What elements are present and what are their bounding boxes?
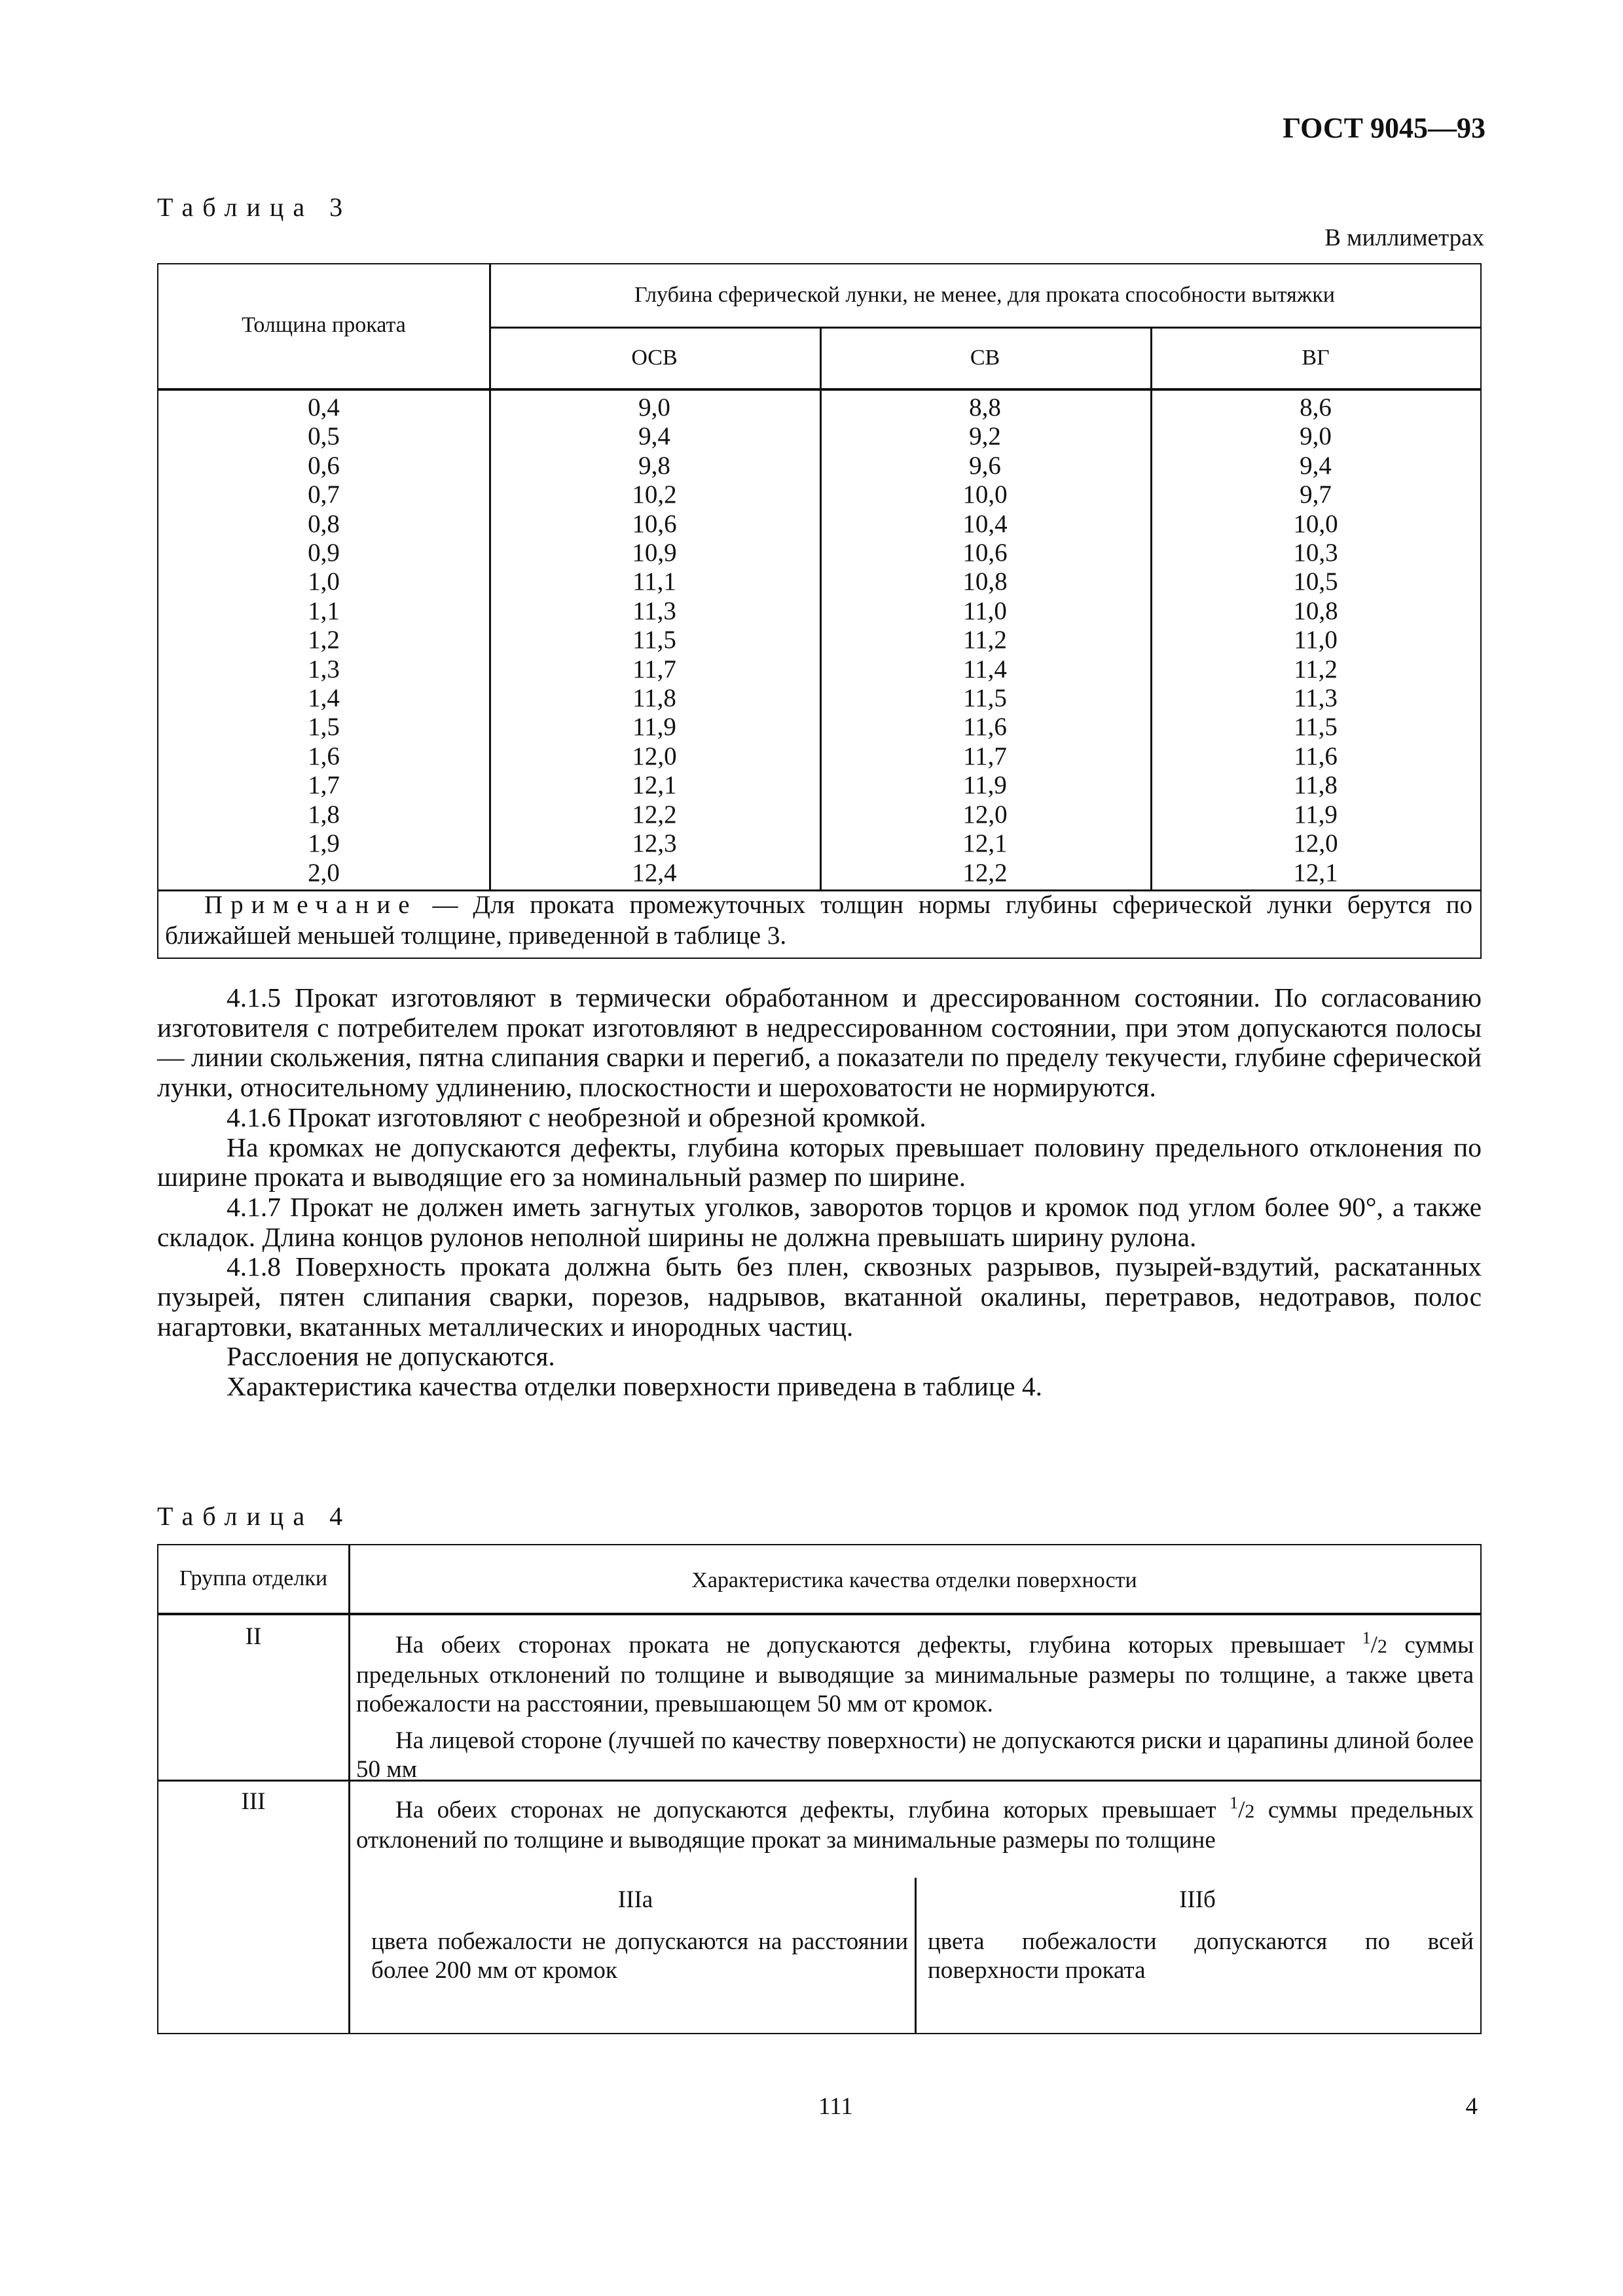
cell-vg: 12,0 (1293, 829, 1338, 858)
cell-thickness: 0,8 (308, 509, 340, 538)
table4-divider (348, 1545, 350, 2033)
cell-osv: 9,0 (638, 393, 670, 422)
column-sv (820, 393, 1150, 888)
note-label: Примечание (204, 891, 418, 919)
cell-vg: 10,8 (1293, 596, 1338, 625)
cell-thickness: 1,8 (308, 800, 340, 829)
cell-thickness: 0,6 (308, 451, 340, 480)
group-III: III (241, 1788, 266, 1815)
cell-vg: 11,6 (1294, 742, 1338, 770)
cell-sv: 11,2 (963, 626, 1007, 655)
cell-vg: 11,5 (1294, 713, 1338, 742)
paragraph-4-1-8: 4.1.8 Поверхность проката должна быть без плен, сквозных разрывов, пузырей-вздутий, раскатанных пузырей, пятен слипания сварки, порезов, надрывов, вкатанной окалины, перетравов, недотравов, полос нагартовки, вкатанных металлических и инородных частиц. (157, 1251, 1482, 1342)
cell-vg: 9,4 (1300, 451, 1332, 480)
cell-osv: 9,8 (638, 451, 670, 480)
paragraph: Характеристика качества отделки поверхности приведена в таблице 4. (227, 1371, 1043, 1402)
cell-sv: 10,0 (962, 480, 1008, 509)
table3-units: В миллиметрах (1324, 224, 1484, 251)
cell-sv: 10,8 (962, 567, 1008, 596)
cell-osv: 11,7 (632, 655, 676, 683)
paragraph-4-1-6: 4.1.6 Прокат изготовляют с необрезной и обрезной кромкой. (227, 1102, 926, 1132)
cell-vg: 12,1 (1293, 858, 1338, 887)
table3-header-rule (158, 388, 1480, 391)
table3-caption: Таблица 3 (157, 192, 352, 222)
cell-osv: 10,2 (632, 480, 677, 509)
cell-osv: 10,9 (632, 539, 677, 567)
cell-osv: 12,3 (632, 829, 677, 858)
column-osv (489, 393, 820, 888)
paragraph-4-1-5: 4.1.5 Прокат изготовляют в термически обработанном и дрессированном состоянии. По согласованию изготовителя с потребителем прокат изготовляют в недрессированном состоянии, при этом допускаются полосы — линии скольжения, пятна слипания сварки и перегиб, а показатели по пределу текучести, глубине сферической лунки, относительному удлинению, плоскостности и шероховатости не нормируются. (157, 982, 1482, 1103)
cell-sv: 11,6 (963, 713, 1007, 742)
cell-thickness: 1,3 (308, 655, 340, 683)
subgroup-IIIb-label: IIIб (1179, 1886, 1216, 1913)
subgroup-IIIa-text: цвета побежалости не допускаются на расстоянии более 200 мм от кромок (371, 1928, 908, 1984)
cell-vg: 10,0 (1293, 509, 1338, 538)
header-vg: ВГ (1302, 346, 1330, 370)
table3 (157, 263, 1482, 959)
cell-sv: 10,6 (962, 539, 1008, 567)
header-depth-group: Глубина сферической лунки, не менее, для проката способности вытяжки (634, 283, 1336, 307)
cell-osv: 12,1 (632, 771, 677, 800)
cell-thickness: 1,6 (308, 742, 340, 770)
cell-sv: 9,6 (969, 451, 1001, 480)
header-sv: СВ (970, 346, 1000, 370)
cell-osv: 9,4 (638, 422, 670, 451)
cell-sv: 10,4 (962, 509, 1008, 538)
cell-vg: 11,8 (1294, 771, 1338, 800)
cell-vg: 11,0 (1294, 626, 1338, 655)
cell-vg: 11,3 (1294, 684, 1338, 713)
cell-thickness: 0,5 (308, 422, 340, 451)
body-text (157, 983, 1482, 1402)
cell-osv: 11,9 (632, 713, 676, 742)
cell-sv: 12,2 (962, 858, 1008, 887)
column-vg (1150, 393, 1481, 888)
cell-sv: 11,5 (963, 684, 1007, 713)
cell-thickness: 1,9 (308, 829, 340, 858)
cell-sv: 11,7 (963, 742, 1007, 770)
cell-osv: 11,8 (632, 684, 676, 713)
table4-caption: Таблица 4 (157, 1501, 352, 1531)
cell-osv: 11,3 (632, 596, 676, 625)
cell-vg: 10,5 (1293, 567, 1338, 596)
cell-sv: 12,1 (962, 829, 1008, 858)
cell-vg: 9,7 (1300, 480, 1332, 509)
group-III-text (356, 1789, 1474, 1855)
cell-osv: 11,1 (632, 567, 676, 596)
cell-vg: 10,3 (1293, 539, 1338, 567)
paragraph: Расслоения не допускаются. (227, 1341, 555, 1372)
cell-osv: 10,6 (632, 509, 677, 538)
cell-osv: 12,0 (632, 742, 677, 770)
table4 (157, 1544, 1482, 2034)
table4-header-rule (158, 1613, 1480, 1615)
cell-thickness: 2,0 (308, 858, 340, 887)
cell-thickness: 1,4 (308, 684, 340, 713)
cell-osv: 12,4 (632, 858, 677, 887)
cell-sv: 11,4 (963, 655, 1007, 683)
table3-note (165, 889, 1472, 951)
note-text: — Для проката промежуточных толщин нормы глубины сферической лунки берутся по ближайшей меньшей толщине, приведенной в таблице 3. (165, 891, 1472, 950)
cell-thickness: 0,4 (308, 393, 340, 422)
group-II: II (245, 1623, 262, 1650)
group-II-text (356, 1624, 1474, 1784)
cell-thickness: 1,5 (308, 713, 340, 742)
cell-osv: 11,5 (632, 626, 676, 655)
table3-divider (489, 327, 1480, 329)
header-thickness: Толщина проката (242, 313, 406, 337)
cell-thickness: 1,0 (308, 567, 340, 596)
column-thickness (158, 393, 489, 888)
cell-vg: 8,6 (1300, 393, 1332, 422)
cell-osv: 12,2 (632, 800, 677, 829)
paragraph: На кромках не допускаются дефекты, глубина которых превышает половину предельного отклонения по ширине проката и выводящие его за номинальный размер по ширине. (157, 1132, 1482, 1193)
document-code: ГОСТ 9045—93 (1283, 112, 1486, 144)
cell-thickness: 1,1 (308, 596, 340, 625)
subgroup-IIIa-label: IIIа (617, 1886, 653, 1913)
cell-vg: 9,0 (1300, 422, 1332, 451)
cell-sv: 12,0 (962, 800, 1008, 829)
sheet-number: 4 (1465, 2093, 1478, 2120)
group-II-paragraph-2: На лицевой стороне (лучшей по качеству поверхности) не допускаются риски и царапины длиной более 50 мм (356, 1727, 1474, 1783)
cell-thickness: 0,9 (308, 539, 340, 567)
header-surface-characteristic: Характеристика качества отделки поверхности (691, 1568, 1137, 1592)
cell-vg: 11,2 (1294, 655, 1338, 683)
paragraph-4-1-7: 4.1.7 Прокат не должен иметь загнутых уголков, заворотов торцов и кромок под углом более 90°, а также складок. Длина концов рулонов неполной ширины не должна превышать ширину рулона. (157, 1191, 1482, 1252)
cell-sv: 11,9 (963, 771, 1007, 800)
subgroup-IIIb-text: цвета побежалости допускаются по всей поверхности проката (928, 1928, 1474, 1984)
group-III-paragraph: На обеих сторонах не допускаются дефекты, глубина которых превышает $^1$/2 суммы предельных отклонений по толщине и выводящие прокат за минимальные размеры по толщине (356, 1793, 1474, 1854)
cell-thickness: 1,7 (308, 771, 340, 800)
cell-thickness: 0,7 (308, 480, 340, 509)
cell-sv: 8,8 (969, 393, 1001, 422)
header-finish-group: Группа отделки (179, 1566, 328, 1590)
page-number: 111 (818, 2093, 853, 2120)
cell-sv: 9,2 (969, 422, 1001, 451)
cell-vg: 11,9 (1294, 800, 1338, 829)
group-II-paragraph-1: На обеих сторонах проката не допускаются дефекты, глубина которых превышает $^1$/2 суммы предельных отклонений по толщине и выводящие за минимальные размеры по толщине, а также цвета побежалости на расстоянии, превышающем 50 мм от кромок. (356, 1628, 1474, 1717)
cell-thickness: 1,2 (308, 626, 340, 655)
header-osv: ОСВ (631, 346, 678, 370)
cell-sv: 11,0 (963, 596, 1007, 625)
